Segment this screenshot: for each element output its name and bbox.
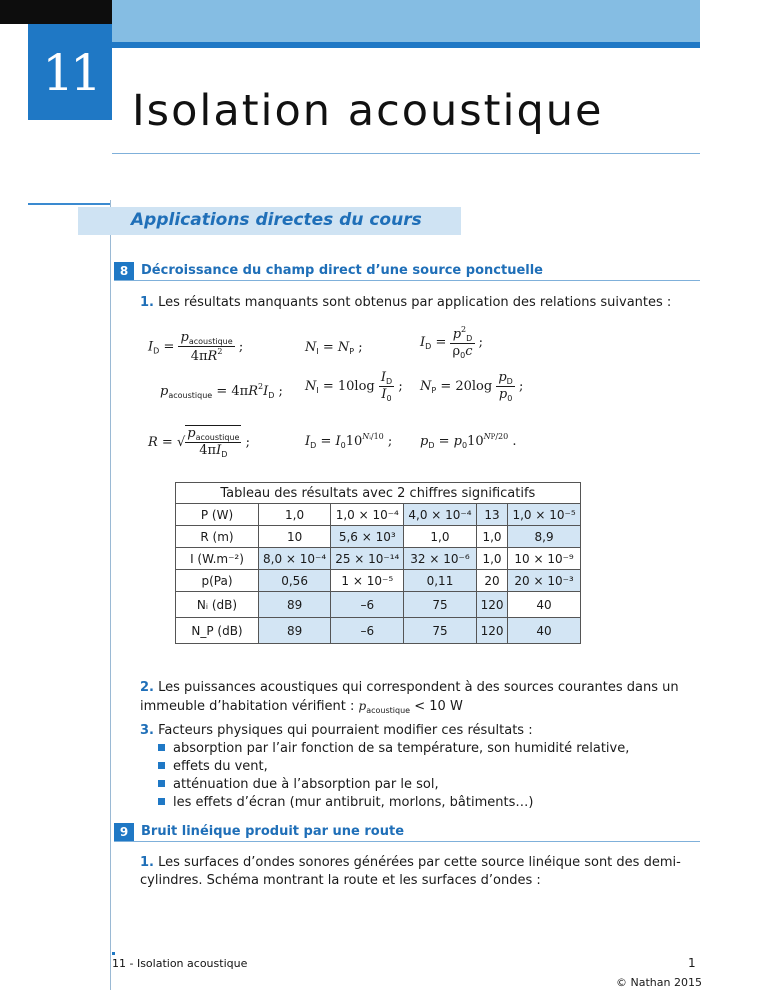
ex8-q3-number: 3.	[140, 723, 154, 738]
formula-power: $p_{acoustique} = 4\pi R^2I_D$ ;	[160, 382, 283, 400]
table-cell: 1 × 10⁻⁵	[331, 570, 404, 592]
table-cell: 4,0 × 10⁻⁴	[404, 504, 476, 526]
table-cell: 8,0 × 10⁻⁴	[259, 548, 331, 570]
table-cell: 75	[404, 618, 476, 644]
exercise-8-rule	[114, 280, 700, 281]
row-label: p(Pa)	[176, 570, 259, 592]
bullet-icon	[158, 780, 165, 787]
bullet-icon	[158, 762, 165, 769]
ex9-q1-text: Les surfaces d’ondes sonores générées par cette source linéique sont des demi-cylindres. Schéma montrant la route et les surfaces d’ondes :	[140, 855, 681, 888]
formula-pressure-level: $N_P = 20\log$ $\frac{p_D}{p_0}$ ;	[420, 370, 524, 403]
ex8-q2-formula: < 10 W	[414, 699, 463, 714]
header-blue-bar	[112, 0, 700, 42]
table-cell: 8,9	[508, 526, 580, 548]
ex8-q1-number: 1.	[140, 295, 154, 310]
formula-pressure-from-level: $p_D = p_010^{NP/20}$ .	[420, 432, 517, 450]
chapter-number: 11	[42, 44, 98, 102]
ex9-q1-number: 1.	[140, 855, 154, 870]
exercise-9-number: 9	[114, 823, 134, 841]
formula-levels-equal: $N_I = N_P$ ;	[305, 340, 363, 356]
margin-line	[110, 200, 111, 990]
row-label: P (W)	[176, 504, 259, 526]
table-cell: –6	[331, 618, 404, 644]
bullet-icon	[158, 744, 165, 751]
table-cell: 1,0	[259, 504, 331, 526]
section-left-rule	[28, 203, 110, 205]
ex9-q1	[140, 854, 700, 890]
exercise-8-number: 8	[114, 262, 134, 280]
header-black-bar	[0, 0, 112, 24]
bullet-list	[158, 740, 718, 812]
table-cell: 10	[259, 526, 331, 548]
row-label: Nᵢ (dB)	[176, 592, 259, 618]
table-cell: 1,0 × 10⁻⁵	[508, 504, 580, 526]
ex8-q2-number: 2.	[140, 680, 154, 695]
ex8-q3	[140, 722, 700, 740]
table-row	[176, 504, 581, 526]
table-cell: 25 × 10⁻¹⁴	[331, 548, 404, 570]
page-number: 1	[688, 956, 696, 970]
table-cell: 1,0 × 10⁻⁴	[331, 504, 404, 526]
ex8-q2-text: Les puissances acoustiques qui correspondent à des sources courantes dans un immeuble d’habitation vérifient :	[140, 680, 679, 714]
bullet-icon	[158, 798, 165, 805]
footer-chapter: 11 - Isolation acoustique	[112, 957, 248, 970]
table-cell: 5,6 × 10³	[331, 526, 404, 548]
title-rule	[112, 153, 700, 154]
table-cell: 0,56	[259, 570, 331, 592]
results-table	[175, 482, 581, 644]
table-cell: 89	[259, 618, 331, 644]
row-label: N_P (dB)	[176, 618, 259, 644]
exercise-9-rule	[114, 841, 700, 842]
table-cell: 1,0	[404, 526, 476, 548]
ex8-q3-text: Facteurs physiques qui pourraient modifier ces résultats :	[158, 723, 533, 738]
list-item: atténuation due à l’absorption par le sol,	[158, 776, 718, 794]
list-item: les effets d’écran (mur antibruit, morlons, bâtiments…)	[158, 794, 718, 812]
formula-intensity: $I_D$ = $\frac{p_{acoustique}}{4\pi R^2}$ ;	[148, 330, 244, 364]
footer-dot	[112, 952, 115, 955]
table-cell: 1,0	[476, 526, 508, 548]
table-row	[176, 570, 581, 592]
exercise-9-title: Bruit linéique produit par une route	[141, 824, 405, 839]
table-cell: 120	[476, 618, 508, 644]
row-label: I (W.m⁻²)	[176, 548, 259, 570]
table-cell: 0,11	[404, 570, 476, 592]
ex8-q1	[140, 294, 700, 312]
table-row	[176, 526, 581, 548]
formula-intensity-level: $N_I = 10\log$ $\frac{I_D}{I_0}$ ;	[305, 370, 403, 403]
list-item: absorption par l’air fonction de sa température, son humidité relative,	[158, 740, 718, 758]
table-cell: –6	[331, 592, 404, 618]
table-row	[176, 548, 581, 570]
copyright: © Nathan 2015	[616, 976, 702, 989]
table-cell: 75	[404, 592, 476, 618]
list-item: effets du vent,	[158, 758, 718, 776]
table-row	[176, 618, 581, 644]
table-cell: 20 × 10⁻³	[508, 570, 580, 592]
table-cell: 89	[259, 592, 331, 618]
chapter-title: Isolation acoustique	[132, 86, 604, 136]
section-title: Applications directes du cours	[131, 210, 422, 230]
table-cell: 1,0	[476, 548, 508, 570]
table-cell: 10 × 10⁻⁹	[508, 548, 580, 570]
formula-intensity-from-level: $I_D = I_010^{Nᵢ/10}$ ;	[305, 432, 393, 450]
table-cell: 20	[476, 570, 508, 592]
table-cell: 32 × 10⁻⁶	[404, 548, 476, 570]
table-cell: 13	[476, 504, 508, 526]
table-caption: Tableau des résultats avec 2 chiffres significatifs	[176, 483, 581, 504]
table-cell: 120	[476, 592, 508, 618]
table-row	[176, 592, 581, 618]
table-cell: 40	[508, 592, 580, 618]
formula-radius: R = √ $\frac{p_{acoustique}}{4\pi I_D}$ ;	[148, 426, 250, 459]
header-dark-stripe	[112, 42, 700, 48]
row-label: R (m)	[176, 526, 259, 548]
ex8-q1-text: Les résultats manquants sont obtenus par application des relations suivantes :	[158, 295, 672, 310]
ex8-q2: 2. Les puissances acoustiques qui correspondent à des sources courantes dans un immeuble d’habitation vérifient : $p_{acoustique} < 10$ W	[140, 680, 679, 715]
exercise-8-title: Décroissance du champ direct d’une source ponctuelle	[141, 263, 543, 278]
formula-intensity-pressure: $I_D$ = $\frac{p^2_D}{\rho_0c}$ ;	[420, 325, 484, 360]
table-cell: 40	[508, 618, 580, 644]
